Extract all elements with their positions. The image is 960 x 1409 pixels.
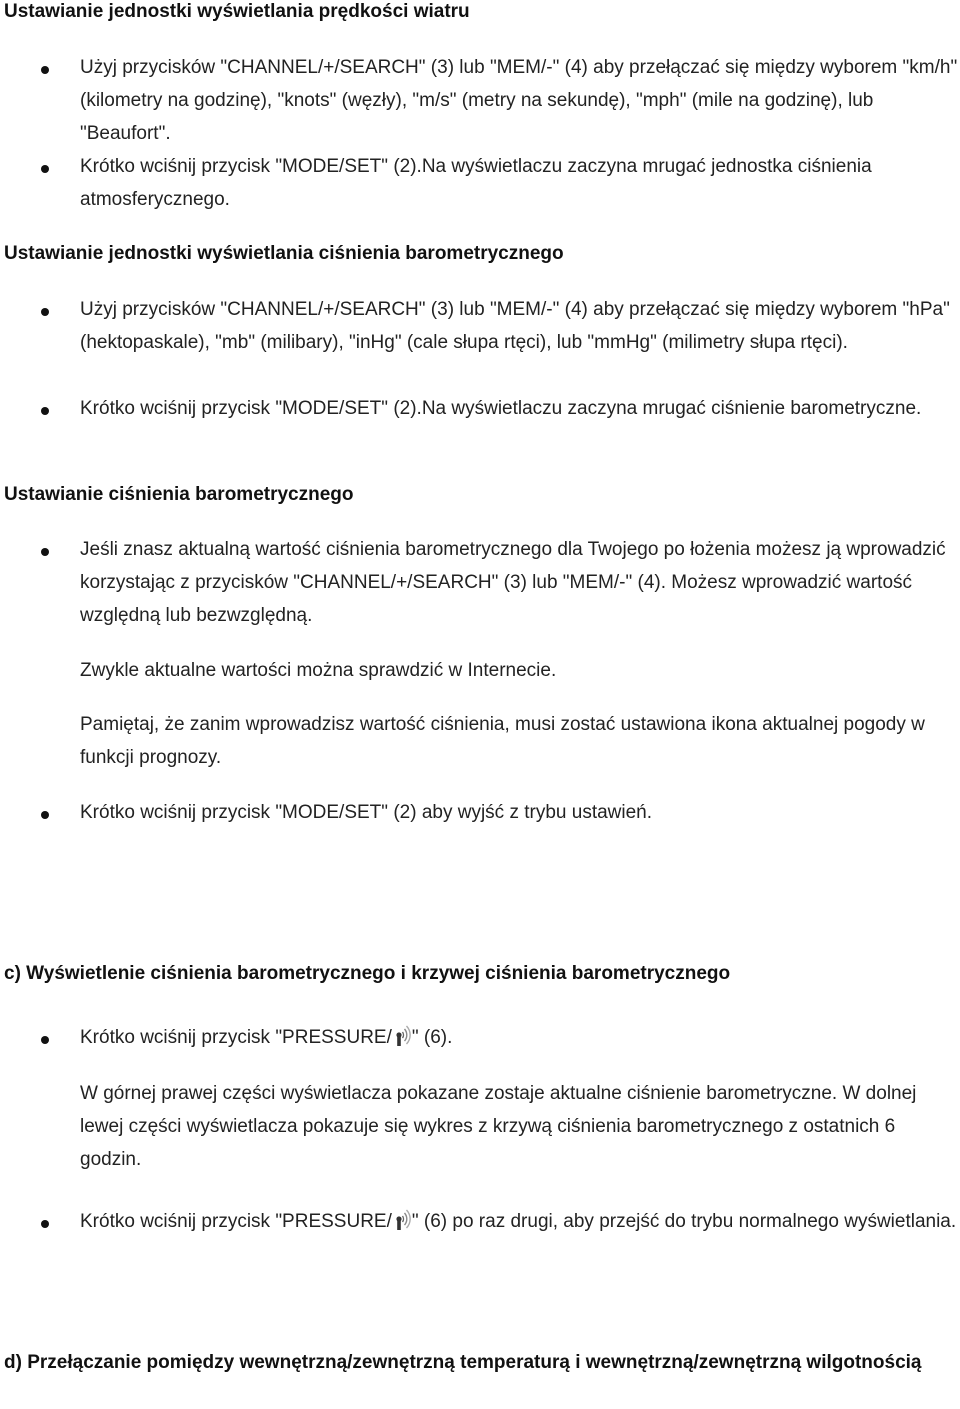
bullet-dot — [41, 548, 49, 556]
bullet-dot — [41, 165, 49, 173]
paragraph: Pamiętaj, że zanim wprowadzisz wartość ciśnienia, musi zostać ustawiona ikona aktualnej pogody w funkcji prognozy. — [80, 714, 925, 768]
text-segment: Krótko wciśnij przycisk "PRESSURE/ — [80, 1027, 392, 1048]
bullet-dot — [41, 407, 49, 415]
list-item-text: Użyj przycisków "CHANNEL/+/SEARCH" (3) lub "MEM/-" (4) aby przełączać się między wyborem "hPa" (hektopaskale), "mb" (milibary), "inHg" (cale słupa rtęci), lub "mmHg" (milimetry słupa rtęci). — [80, 299, 950, 353]
text-segment: " (6). — [411, 1027, 453, 1048]
text-segment: Krótko wciśnij przycisk "PRESSURE/ — [80, 1211, 392, 1232]
paragraph: W górnej prawej części wyświetlacza pokazane zostaje aktualne ciśnienie barometryczne. W dolnej lewej części wyświetlacza pokazuje się wykres z krzywą ciśnienia barometrycznego z ostatnich 6 godzin. — [80, 1083, 917, 1170]
list-item-text: Krótko wciśnij przycisk "MODE/SET" (2) aby wyjść z trybu ustawień. — [80, 802, 653, 823]
list-item-text: Jeśli znasz aktualną wartość ciśnienia barometrycznego dla Twojego po łożenia możesz ją wprowadzić korzystając z przycisków "CHANNEL/+/SEARCH" (3) lub "MEM/-" (4). Możesz wprowadzić wartość względną lub bezwzględną. — [80, 539, 946, 626]
heading-pressure-unit: Ustawianie jednostki wyświetlania ciśnienia barometrycznego — [4, 243, 564, 264]
heading-section-c: c) Wyświetlenie ciśnienia barometrycznego i krzywej ciśnienia barometrycznego — [4, 963, 731, 984]
list-item-text: Krótko wciśnij przycisk "MODE/SET" (2).Na wyświetlaczu zaczyna mrugać ciśnienie barometryczne. — [80, 398, 922, 419]
heading-wind-unit: Ustawianie jednostki wyświetlania prędkości wiatru — [4, 1, 470, 22]
list-item-text: Krótko wciśnij przycisk "MODE/SET" (2).Na wyświetlaczu zaczyna mrugać jednostka ciśnienia atmosferycznego. — [80, 156, 872, 210]
bullet-dot — [41, 66, 49, 74]
bullet-dot — [41, 811, 49, 819]
pressure-antenna-icon — [393, 1205, 411, 1242]
list-item-text — [80, 1205, 960, 1242]
text-segment: " (6) po raz drugi, aby przejść do trybu normalnego wyświetlania. — [411, 1211, 957, 1232]
bullet-dot — [41, 1036, 49, 1044]
heading-pressure-set: Ustawianie ciśnienia barometrycznego — [4, 484, 354, 505]
bullet-dot — [41, 1220, 49, 1228]
list-item-text — [80, 1021, 960, 1058]
paragraph: Zwykle aktualne wartości można sprawdzić w Internecie. — [80, 660, 557, 681]
heading-section-d: d) Przełączanie pomiędzy wewnętrzną/zewnętrzną temperaturą i wewnętrzną/zewnętrzną wilgotnością — [4, 1352, 922, 1373]
list-item-text: Użyj przycisków "CHANNEL/+/SEARCH" (3) lub "MEM/-" (4) aby przełączać się między wyborem "km/h" (kilometry na godzinę), "knots" (węzły), "m/s" (metry na sekundę), "mph" (mile na godzinę), lub "Beaufort". — [80, 57, 958, 144]
bullet-dot — [41, 308, 49, 316]
pressure-antenna-icon — [393, 1021, 411, 1058]
